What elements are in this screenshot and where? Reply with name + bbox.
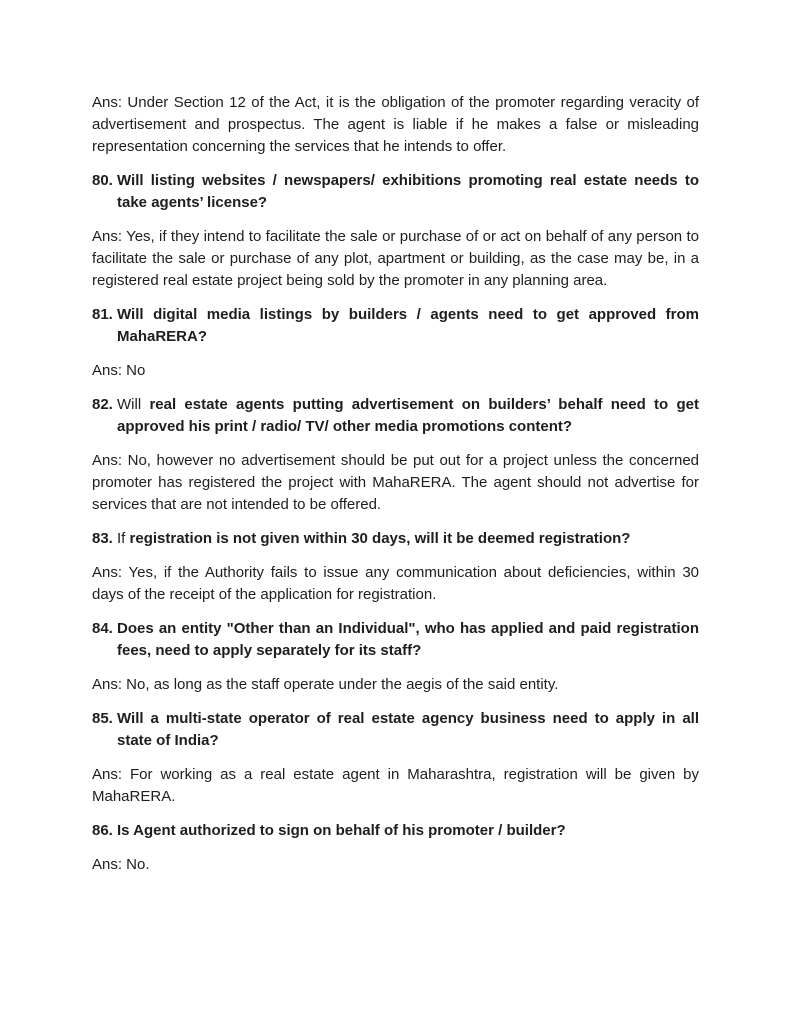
faq-item xyxy=(92,304,699,382)
faq-number: 85. xyxy=(92,710,113,727)
intro-answer-paragraph: Ans: Under Section 12 of the Act, it is the obligation of the promoter regarding veracity of advertisement and prospectus. The agent is liable if he makes a false or misleading representation concerning the services that he intends to offer. xyxy=(92,94,699,155)
faq-question-text: Will digital media listings by builders / agents need to get approved from MahaRERA? xyxy=(117,306,699,345)
faq-question-text: Is Agent authorized to sign on behalf of his promoter / builder? xyxy=(117,822,566,839)
faq-answer: Ans: No, however no advertisement should be put out for a project unless the concerned promoter has registered the project with MahaRERA. The agent should not advertise for services that are not intended to be offered. xyxy=(92,452,699,513)
faq-number: 81. xyxy=(92,306,113,323)
faq-question xyxy=(92,394,699,438)
faq-question xyxy=(92,170,699,214)
faq-item xyxy=(92,820,699,876)
faq-question-text: registration is not given within 30 days, will it be deemed registration? xyxy=(129,530,631,547)
faq-question xyxy=(92,820,699,842)
faq-list xyxy=(92,170,699,876)
faq-answer: Ans: No. xyxy=(92,856,150,873)
faq-item xyxy=(92,528,699,606)
faq-answer: Ans: No xyxy=(92,362,146,379)
faq-question-prefix: If xyxy=(117,530,130,547)
faq-answer: Ans: For working as a real estate agent in Maharashtra, registration will be given by MahaRERA. xyxy=(92,766,699,805)
faq-item xyxy=(92,170,699,292)
faq-item xyxy=(92,708,699,808)
faq-question-text: Will listing websites / newspapers/ exhibitions promoting real estate needs to take agents’ license? xyxy=(117,172,699,211)
faq-number: 84. xyxy=(92,620,113,637)
faq-number: 80. xyxy=(92,172,113,189)
faq-number: 82. xyxy=(92,396,113,413)
faq-question-prefix: Will xyxy=(117,396,150,413)
faq-question-text: Will a multi-state operator of real estate agency business need to apply in all state of India? xyxy=(117,710,699,749)
faq-number: 86. xyxy=(92,822,113,839)
faq-number: 83. xyxy=(92,530,113,547)
faq-question xyxy=(92,618,699,662)
faq-question xyxy=(92,528,699,550)
faq-item xyxy=(92,394,699,516)
faq-item xyxy=(92,618,699,696)
faq-answer: Ans: Yes, if the Authority fails to issue any communication about deficiencies, within 30 days of the receipt of the application for registration. xyxy=(92,564,699,603)
faq-answer: Ans: Yes, if they intend to facilitate the sale or purchase of or act on behalf of any person to facilitate the sale or purchase of any plot, apartment or building, as the case may be, in a registered real estate project being sold by the promoter in any planning area. xyxy=(92,228,699,289)
faq-question-text: Does an entity "Other than an Individual", who has applied and paid registration fees, need to apply separately for its staff? xyxy=(117,620,699,659)
faq-answer: Ans: No, as long as the staff operate under the aegis of the said entity. xyxy=(92,676,559,693)
faq-question xyxy=(92,708,699,752)
faq-question xyxy=(92,304,699,348)
faq-question-text: real estate agents putting advertisement on builders’ behalf need to get approved his print / radio/ TV/ other media promotions content? xyxy=(117,396,699,435)
